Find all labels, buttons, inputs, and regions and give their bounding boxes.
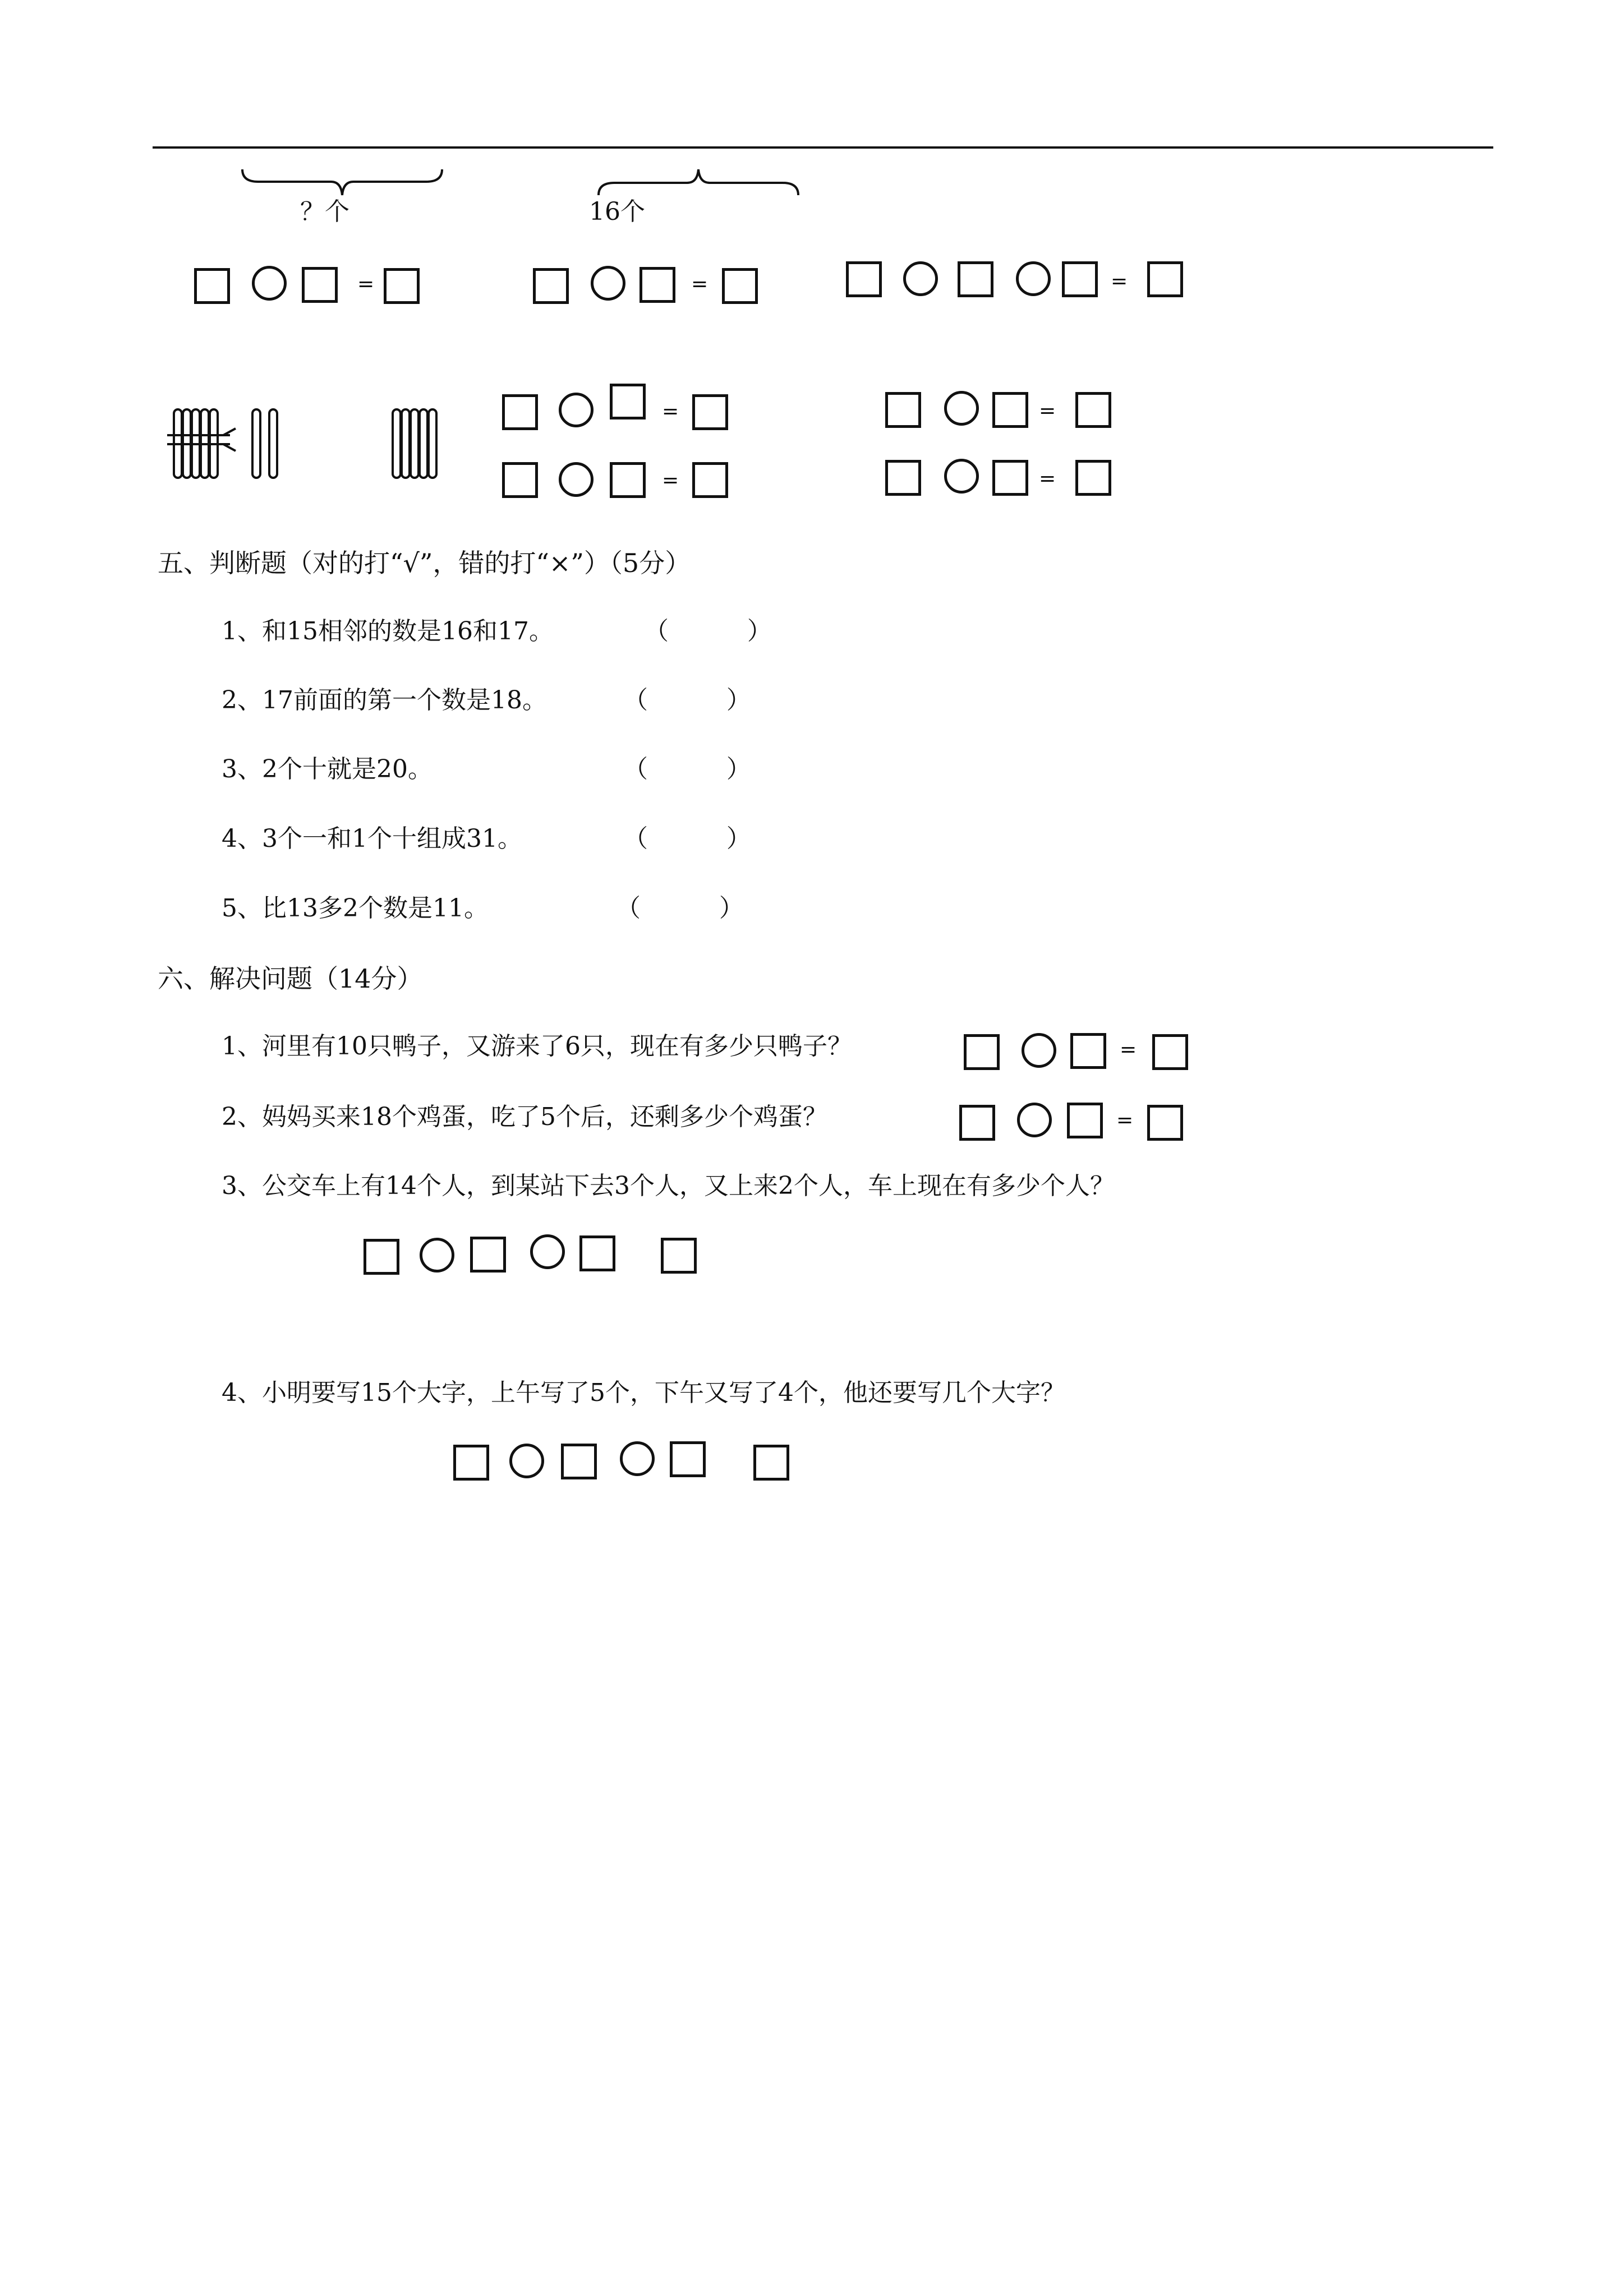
answer-box[interactable]	[964, 1034, 1000, 1070]
top-rule	[153, 146, 1493, 149]
operator-circle[interactable]	[530, 1234, 565, 1269]
equals-sign: =	[691, 273, 709, 296]
answer-box[interactable]	[453, 1445, 489, 1481]
operator-circle[interactable]	[944, 459, 979, 494]
section-5-heading: 五、判断题（对的打“√”，错的打“×”）（5分）	[158, 548, 691, 578]
answer-box[interactable]	[194, 268, 230, 304]
answer-box[interactable]	[992, 460, 1028, 496]
judge-item-text: 4、3个一和1个十组成31。	[222, 824, 522, 853]
answer-box[interactable]	[640, 267, 675, 303]
answer-box[interactable]	[610, 384, 646, 419]
answer-box[interactable]	[1147, 1105, 1183, 1141]
answer-box[interactable]	[1147, 261, 1183, 297]
answer-box[interactable]	[502, 462, 538, 498]
equals-sign: =	[1120, 1038, 1137, 1061]
operator-circle[interactable]	[252, 266, 287, 301]
judge-answer-slot[interactable]: （ ）	[644, 617, 772, 646]
answer-box[interactable]	[1075, 392, 1111, 428]
answer-box[interactable]	[722, 268, 758, 304]
word-problem-text: 4、小明要写15个大字，上午写了5个，下午又写了4个，他还要写几个大字？	[222, 1378, 1065, 1407]
answer-box[interactable]	[1152, 1034, 1188, 1070]
judge-item-text: 3、2个十就是20。	[222, 755, 433, 783]
answer-box[interactable]	[885, 460, 921, 496]
operator-circle[interactable]	[559, 462, 594, 497]
answer-box[interactable]	[692, 462, 728, 498]
operator-circle[interactable]	[509, 1444, 544, 1478]
equals-sign: =	[662, 400, 679, 423]
answer-box[interactable]	[692, 394, 728, 430]
answer-box[interactable]	[1075, 460, 1111, 496]
judge-answer-slot[interactable]: （ ）	[623, 686, 751, 714]
answer-box[interactable]	[533, 268, 569, 304]
equals-sign: =	[1039, 399, 1056, 422]
answer-box[interactable]	[885, 392, 921, 428]
answer-box[interactable]	[846, 261, 882, 297]
loose-sticks-icon	[390, 405, 452, 483]
answer-box[interactable]	[302, 267, 338, 303]
judge-item-text: 2、17前面的第一个数是18。	[222, 686, 547, 714]
answer-box[interactable]	[959, 1105, 995, 1141]
answer-box[interactable]	[364, 1239, 399, 1275]
judge-answer-slot[interactable]: （ ）	[623, 755, 751, 783]
operator-circle[interactable]	[559, 393, 594, 427]
judge-item-text: 5、比13多2个数是11。	[222, 894, 489, 923]
word-problem-text: 1、河里有10只鸭子，又游来了6只，现在有多少只鸭子？	[222, 1032, 852, 1061]
answer-box[interactable]	[753, 1445, 789, 1481]
answer-box[interactable]	[670, 1441, 706, 1477]
left-brace-label: ？个	[300, 197, 349, 226]
operator-circle[interactable]	[944, 391, 979, 426]
word-problem-text: 3、公交车上有14个人，到某站下去3个人，又上来2个人，车上现在有多少个人？	[222, 1172, 1115, 1200]
single-sticks-icon	[250, 405, 284, 483]
operator-circle[interactable]	[420, 1238, 454, 1273]
right-brace-label: 16个	[589, 197, 645, 226]
section-6-heading: 六、解决问题（14分）	[158, 963, 423, 994]
operator-circle[interactable]	[1017, 1103, 1052, 1137]
equals-sign: =	[1111, 270, 1128, 293]
judge-answer-slot[interactable]: （ ）	[616, 894, 744, 923]
equals-sign: =	[662, 469, 679, 492]
right-brace	[597, 168, 799, 196]
answer-box[interactable]	[470, 1237, 506, 1273]
answer-box[interactable]	[1062, 261, 1098, 297]
judge-answer-slot[interactable]: （ ）	[623, 824, 751, 853]
equals-sign: =	[357, 273, 375, 296]
equals-sign: =	[1116, 1109, 1134, 1132]
answer-box[interactable]	[1067, 1103, 1103, 1138]
answer-box[interactable]	[958, 261, 993, 297]
operator-circle[interactable]	[591, 266, 625, 301]
operator-circle[interactable]	[1022, 1033, 1056, 1068]
answer-box[interactable]	[1070, 1033, 1106, 1069]
answer-box[interactable]	[992, 392, 1028, 428]
answer-box[interactable]	[579, 1235, 615, 1271]
answer-box[interactable]	[661, 1238, 697, 1274]
word-problem-text: 2、妈妈买来18个鸡蛋，吃了5个后，还剩多少个鸡蛋？	[222, 1103, 827, 1131]
answer-box[interactable]	[502, 394, 538, 430]
operator-circle[interactable]	[1016, 261, 1051, 296]
answer-box[interactable]	[610, 462, 646, 498]
judge-item-text: 1、和15相邻的数是16和17。	[222, 617, 554, 646]
operator-circle[interactable]	[620, 1441, 655, 1476]
equals-sign: =	[1039, 467, 1056, 490]
operator-circle[interactable]	[903, 261, 938, 296]
answer-box[interactable]	[561, 1444, 597, 1479]
answer-box[interactable]	[384, 268, 420, 304]
